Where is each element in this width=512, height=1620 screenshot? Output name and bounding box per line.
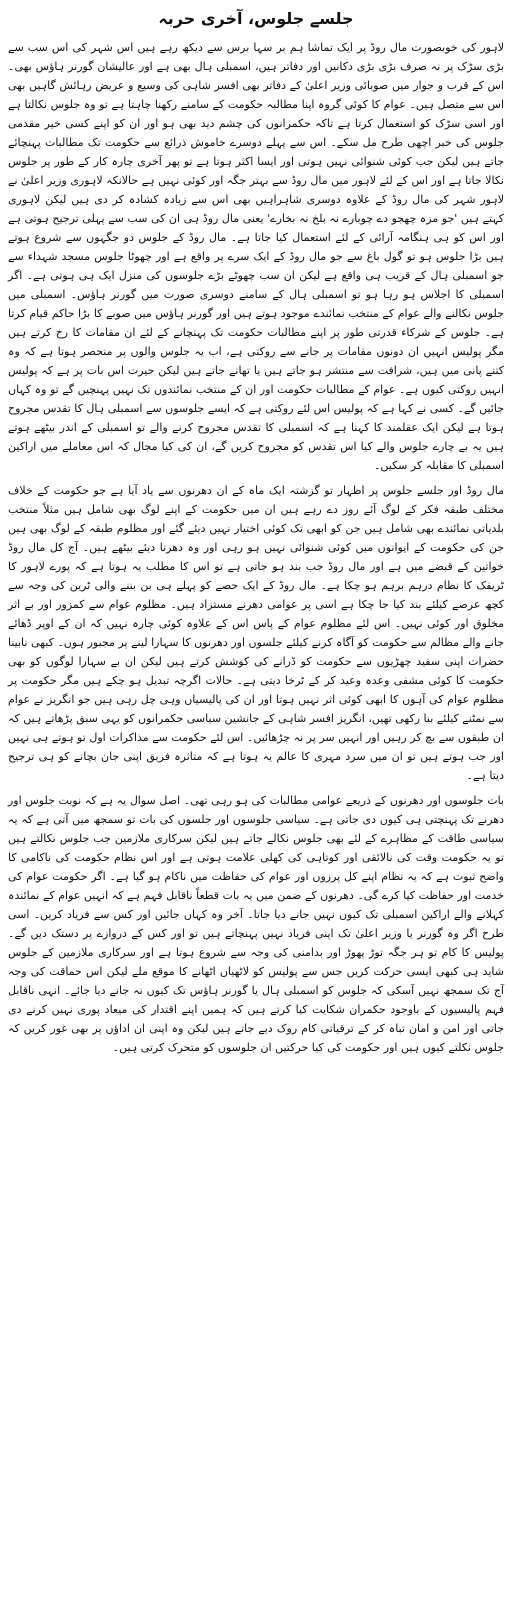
article-paragraph-2: مال روڈ اور جلسے جلوس پر اظہار تو گزشتہ ایک ماہ کے ان دھرنوں سے یاد آیا ہے جو حکومت کے خلاف مختلف طبقہ فکر کے لوگ آئے روز دے رہے ہیں ان میں حکومت کے اپنے لوگ بھی شامل ہیں مثلاً منتخب بلدیاتی نمائندے بھی شامل ہیں جن کو ابھی تک کوئی اختیار نہیں دیئے گئے اور مظلوم طبقہ کے لوگ بھی ہیں جن کی حکومت کے ایوانوں میں کوئی شنوائی نہیں ہو رہی اور وہ دھرنا دیئے بیٹھے ہیں۔ آج کل مال روڈ خواتین کے قبضے میں ہے اور مال روڈ جب بند ہو جاتی ہے تو اس کا مطلب یہ ہوتا ہے کہ پورے لاہور کا ٹریفک کا نظام درہم برہم ہو چکا ہے۔ مال روڈ کے ایک حصے کو پہلے ہی بن بننے والی ٹرین کی وجہ سے کچھ عرصے کیلئے بند کیا جا چکا ہے اسی پر عوامی دھرنے مستزاد ہیں۔ مظلوم عوام سے کمزور اور بے اثر مخلوق اور کوئی نہیں۔ اس لئے مظلوم عوام کے پاس اس کے علاوہ کوئی چارہ نہیں کہ ان کے اوپر ڈھائے جانے والے مظالم سے حکومت کو آگاہ کرنے کیلئے جلسوں اور دھرنوں کا سہارا لینے پر مجبور ہوں۔ کبھی نابینا حضرات اپنی سفید چھڑیوں سے حکومت کو ڈرانے کی کوشش کرتے ہیں لیکن ان بے سہارا لوگوں کو بھی حکومت کا کوئی مشفی وعدہ وعید کر کے ٹرخا دیتی ہے۔ حالات اگرچہ تبدیل ہو چکے ہیں مگر حکومت پر مظلوم عوام کی آہوں کا ابھی کوئی اثر نہیں ہوتا اور ان کی پالیسیاں وہی چل رہی ہیں جو انگریز نے عوام سے نمٹنے کیلئے بنا رکھی تھیں، انگریز افسر شاہی کے جانشین سیاسی حکمرانوں کو یہی سبق پڑھاتے ہیں کہ ان طبقوں سے بچ کر رہیں اور انہیں سر پر نہ چڑھائیں۔ اس لئے حکومت سے مذاکرات اول تو ہوتے ہی نہیں اور جب ہوتے ہیں تو ان میں سرد مہری کا عالم یہ ہوتا ہے کہ متاثرہ فریق اپنی جان بچانے کو ہی ترجیح دیتا ہے۔ [8,484,504,782]
article-headline: جلسے جلوس، آخری حربہ [158,9,354,28]
article-paragraph-1: لاہور کی خوبصورت مال روڈ پر ایک تماشا ہم بر سہا برس سے دیکھ رہے ہیں اس شہر کی اس سب سے بڑی سڑک پر نہ صرف بڑی بڑی دکانیں اور دفاتر ہیں، اسمبلی ہال بھی ہے اور عالیشان گورنر ہاؤس بھی۔ اس کے قرب و جوار میں صوبائی وزیر اعلیٰ کے دفاتر بھی افسر شاہی کی وسیع و عریض رہائش گاہیں بھی اس سے متصل ہیں۔ عوام کا کوئی گروہ اپنا مطالبہ حکومت کے سامنے رکھنا چاہتا ہے تو وہ جلوس نکالتا ہے اور اسی سڑک کو استعمال کرتا ہے تاکہ حکمرانوں کی چشم دید بھی ہو اور ان کو اپنے کسی خیر مقدمی جلوس کی خبر اچھی طرح مل سکے۔ اس سے پہلے دوسرے خاموش ذرائع سے حکومت تک مطالبات پہنچائے جاتے ہیں لیکن جب کوئی شنوائی نہیں ہوتی اور ایسا اکثر ہوتا ہے تو پھر آخری چارہ کار کے طور پر جلوس نکالا جاتا ہے اور اس کے لئے لاہور میں مال روڈ سے بہتر جگہ اور کوئی نہیں ہے حالانکہ لاہوری وزیر اعلیٰ نے لاہور شہر کی مال روڈ کے علاوہ دوسری شاہراہیں بھی اس سے زیادہ کشادہ کر دی ہیں لیکن لاہوری کہتے ہیں 'جو مزہ چھجو دے چوبارے نہ بلخ نہ بخارے' یعنی مال روڈ ہی ان کی سب سے پہلی ترجیح ہوتی ہے اور اس کو ہی ہنگامہ آرائی کے لئے استعمال کیا جاتا ہے۔ مال روڈ کے جلوس دو جگہوں سے شروع ہوتے ہیں بڑا جلوس ہو تو گول باغ سے جو مال روڈ کے ایک سرے پر واقع ہے اور چھوٹا جلوس مسجد شہداء سے جو اسمبلی ہال کے قریب ہی واقع ہے لیکن ان سب چھوٹے بڑے جلوسوں کی منزل ایک ہی ہوتی ہے۔ اگر اسمبلی کا اجلاس ہو رہا ہو تو اسمبلی ہال کے سامنے دوسری صورت میں گورنر ہاؤس۔ اسمبلی میں جلوس نکالنے والے عوام کے منتخب نمائندے موجود ہوتے ہیں اور گورنر ہاؤس میں صوبے کا بڑا حاکم قیام کرتا ہے۔ جلوس کے شرکاء قدرتی طور پر اپنے مطالبات حکومت تک پہنچانے کے لئے ان مقامات کا رخ کرتے ہیں مگر پولیس انہیں ان دونوں مقامات پر جانے سے روکتی ہے، اب یہ جلوس والوں پر منحصر ہوتا ہے کہ وہ کتنے پانی میں ہیں، شرافت سے منتشر ہو جاتے ہیں یا تھانے جاتے ہیں لیکن حیرت اس بات پر ہے کہ پولیس انہیں روکتی کیوں ہے۔ عوام کے مطالبات حکومت اور ان کے منتخب نمائندوں تک نہیں پہنچیں گے تو وہ کہاں جائیں گے۔ کسی نے کہا ہے کہ پولیس اس لئے روکتی ہے کہ ایسے جلوسوں سے اسمبلی ہال کا تقدس مجروح ہوتا ہے لیکن ایک عقلمند کا کہنا ہے کہ اسمبلی کا تقدس مجروح کرنے والے تو اسمبلی کے اندر بیٹھے ہوتے ہیں یہ بے چارے جلوس والے کیا اس تقدس کو مجروح کریں گے، ان کی کیا مجال کہ اس معاملے میں اراکین اسمبلی کا مقابلہ کر سکیں۔ [8,41,504,472]
article-body [8,38,504,1057]
article-paragraph-3: بات جلوسوں اور دھرنوں کے ذریعے عوامی مطالبات کی ہو رہی تھی۔ اصل سوال یہ ہے کہ نوبت جلوس اور دھرنے تک پہنچتی ہی کیوں دی جاتی ہے۔ سیاسی جلوسوں اور جلسوں کی بات تو سمجھ میں آتی ہے کہ یہ سیاسی طاقت کے مظاہرے کے لئے بھی جلوس نکالے جاتے ہیں لیکن سرکاری ملازمین جب جلوس نکالتے ہیں تو یہ حکومت وقت کی نالائقی اور کوتاہی کی کھلی علامت ہوتی ہے اور اس نظام حکومت کی ناکامی کا واضح ثبوت ہے کہ یہ نظام اپنے کل پرزوں اور عوام کی حفاظت میں ناکام ہو گیا ہے۔ اگر حکومت عوام کی خدمت اور حفاظت کیا کرے گی۔ دھرنوں کے ضمن میں یہ بات قطعاً ناقابل فہم ہے کہ انہیں عوام کے نمائندہ کہلانے والے اراکین اسمبلی تک کیوں نہیں جانے دیا جاتا۔ آخر وہ کہاں جائیں اور کس سے فریاد کریں۔ اسی طرح اگر وہ گورنر یا وزیر اعلیٰ تک اپنی فریاد نہیں پہنچاتے ہیں تو اور کس کے دروازے پر دستک دیں گے۔ پولیس کا کام تو ہر جگہ توڑ پھوڑ اور بدامنی کی وجہ سے شروع ہوتا ہے اور سرکاری ملازمین کے جلوس شاید ہی کبھی ایسی حرکت کریں جس سے پولیس کو لاٹھیاں اٹھانے کا موقع ملے لیکن اس حماقت کی وجہ آج تک سمجھ نہیں آسکی کہ جلوس کو اسمبلی ہال یا گورنر ہاؤس تک کیوں نہ جانے دیا جائے۔ انہی ناقابل فہم پالیسیوں کے باوجود حکمران شکایت کیا کرتے ہیں کہ ہمیں اپنے اقتدار کی میعاد پوری نہیں کرنے دی جاتی اور امن و امان تباہ کر کے ترقیاتی کام روک دیے جاتے ہیں لیکن وہ اپنی ان اداؤں پر بھی غور کریں کہ جلوس نکلتے کیوں ہیں اور حکومت کی کیا حرکتیں ان جلوسوں کو متحرک کرتی ہیں۔ [8,794,504,1054]
